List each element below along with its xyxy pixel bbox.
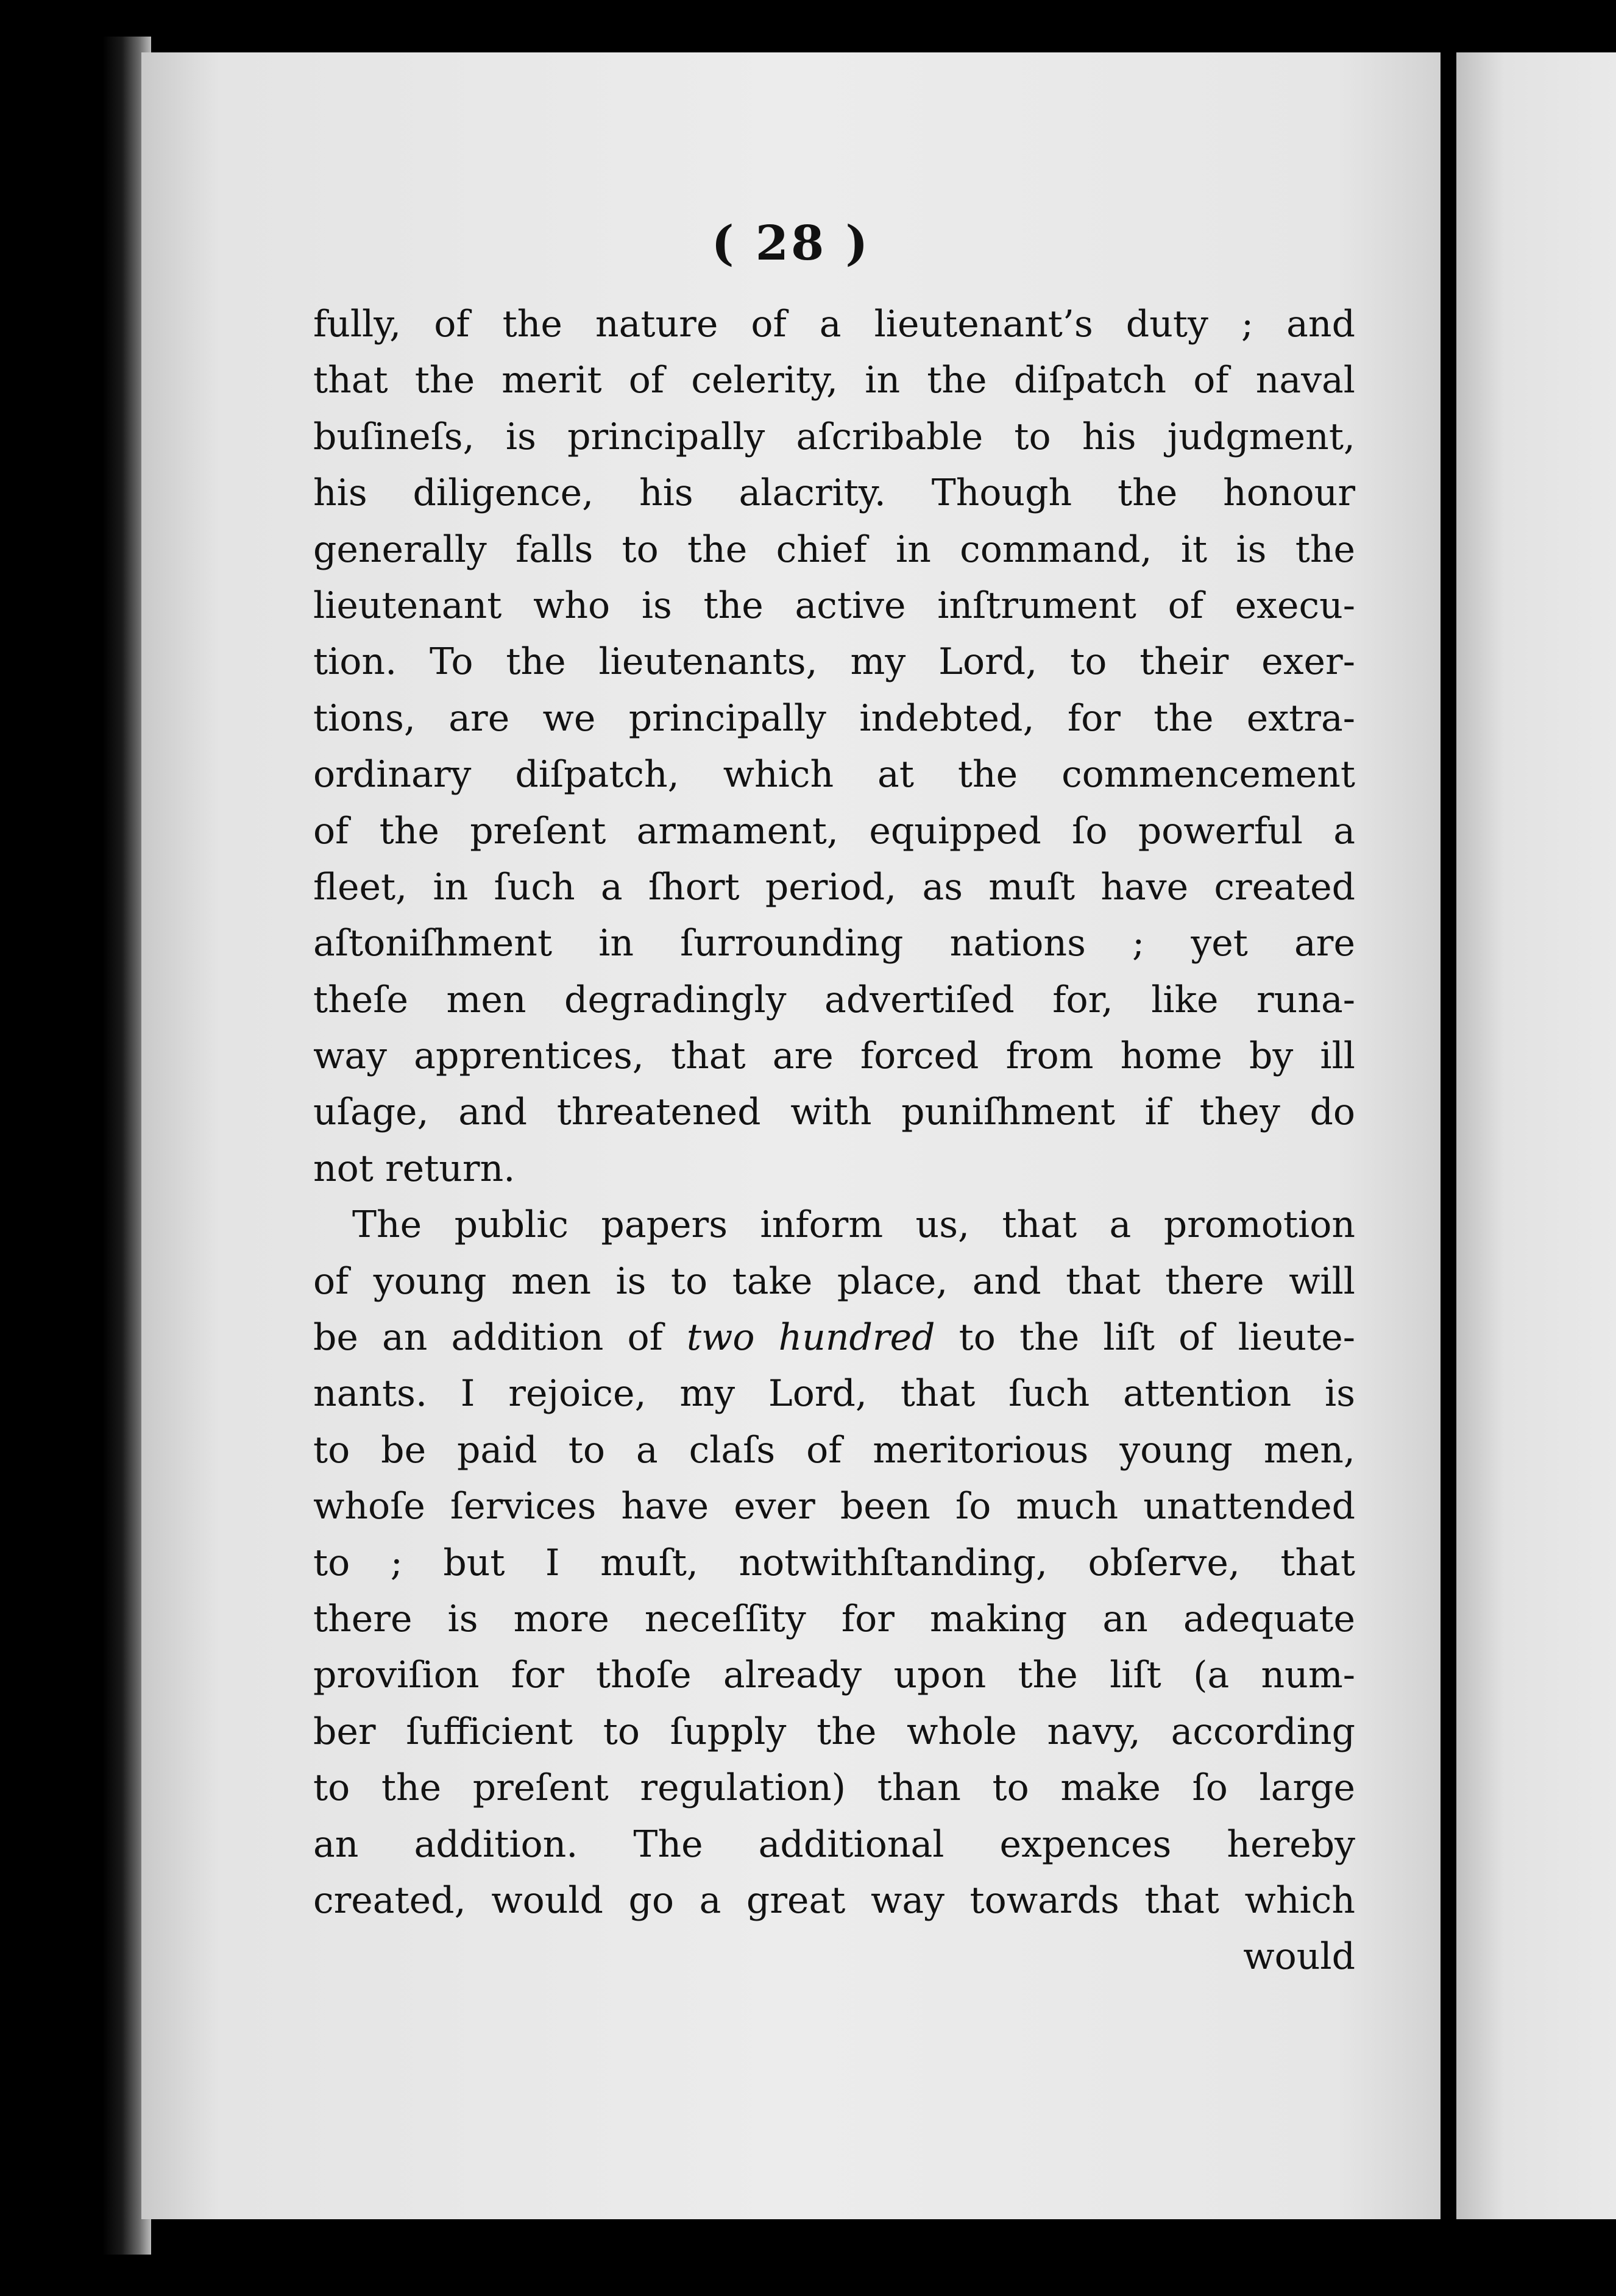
text-line: that the merit of celerity, in the diſpatch of naval [313, 359, 1355, 402]
catchword: would [1243, 1935, 1355, 1979]
text-line: whoſe ſervices have ever been ſo much unattended [313, 1485, 1355, 1528]
text-line: his diligence, his alacrity. Though the honour [313, 472, 1355, 515]
text-line: way apprentices, that are forced from home by ill [313, 1035, 1355, 1078]
text-line: to be paid to a claſs of meritorious young men, [313, 1428, 1355, 1472]
text-line: tions, are we principally indebted, for the extra- [313, 696, 1355, 740]
page-number: ( 28 ) [711, 216, 871, 271]
text-line: of young men is to take place, and that there will [313, 1260, 1355, 1303]
italic-phrase: two hundred [686, 1316, 935, 1359]
text-segment: be an addition of [313, 1316, 687, 1359]
text-line: ordinary diſpatch, which at the commencement [313, 753, 1355, 796]
text-line-with-italic [313, 1309, 1355, 1366]
text-line: not return. [313, 1147, 516, 1190]
text-segment: to the liſt of lieute- [935, 1316, 1355, 1359]
text-line: uſage, and threatened with puniſhment if they do [313, 1091, 1355, 1134]
text-line: created, would go a great way towards that which [313, 1879, 1355, 1922]
book-page [141, 52, 1441, 2219]
text-line: lieutenant who is the active inſtrument of execu- [313, 584, 1355, 627]
text-line: theſe men degradingly advertiſed for, like runa- [313, 978, 1355, 1021]
text-line: aſtoniſhment in ſurrounding nations ; yet are [313, 922, 1355, 965]
body-text [313, 296, 1355, 1985]
text-line: The public papers inform us, that a promotion [352, 1203, 1355, 1247]
facing-page-edge [1456, 52, 1616, 2219]
text-line: an addition. The additional expences hereby [313, 1823, 1355, 1866]
text-line: buſineſs, is principally aſcribable to his judgment, [313, 415, 1355, 458]
text-line: nants. I rejoice, my Lord, that ſuch attention is [313, 1372, 1355, 1416]
text-line: to the preſent regulation) than to make ſo large [313, 1766, 1355, 1810]
text-line: fleet, in ſuch a ſhort period, as muſt have created [313, 865, 1355, 909]
text-line: of the preſent armament, equipped ſo powerful a [313, 809, 1355, 852]
text-line: proviſion for thoſe already upon the liſt (a num- [313, 1654, 1355, 1697]
text-line: there is more neceſſity for making an adequate [313, 1597, 1355, 1640]
text-line: generally falls to the chief in command, it is the [313, 528, 1355, 571]
text-line: tion. To the lieutenants, my Lord, to their exer- [313, 640, 1355, 684]
page-gutter [1441, 43, 1456, 2236]
text-line: fully, of the nature of a lieutenant’s duty ; and [313, 303, 1355, 345]
text-line: to ; but I muſt, notwithſtanding, obſerve, that [313, 1541, 1355, 1584]
text-line: ber ſufficient to ſupply the whole navy, according [313, 1710, 1355, 1753]
